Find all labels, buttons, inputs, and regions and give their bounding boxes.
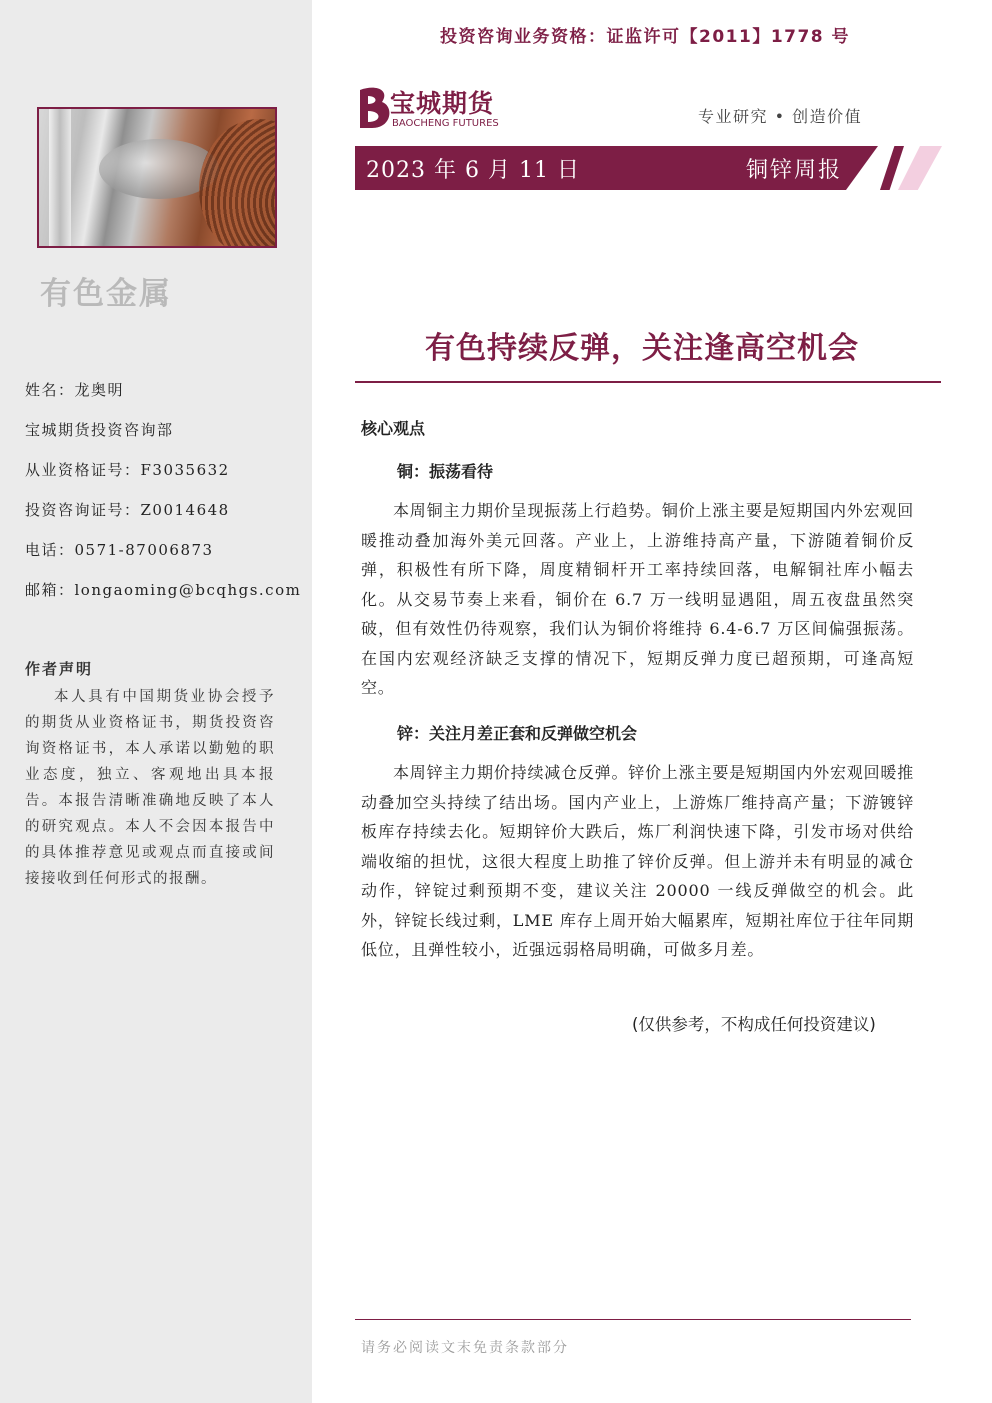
title-divider — [355, 381, 941, 383]
zinc-heading: 锌：关注月差正套和反弹做空机会 — [397, 724, 638, 743]
author-consulting-no: 投资咨询证号：Z0014648 — [25, 501, 230, 519]
license-text: 投资咨询业务资格：证监许可【2011】1778 号 — [440, 27, 851, 47]
banner-stripe — [880, 146, 904, 190]
section-heading: 核心观点 — [361, 419, 426, 438]
sector-label: 有色金属 — [40, 276, 172, 312]
report-date: 2023 年 6 月 11 日 — [366, 158, 580, 183]
disclaimer: (仅供参考，不构成任何投资建议) — [632, 1015, 876, 1034]
cover-photo — [37, 107, 277, 248]
author-qualification: 从业资格证号：F3035632 — [25, 461, 230, 479]
logo-chinese: 宝城期货 — [390, 89, 495, 118]
author-email[interactable]: 邮箱：longaoming@bcqhgs.com — [25, 581, 302, 599]
sidebar — [0, 0, 312, 1403]
declaration-body: 本人具有中国期货业协会授予的期货从业资格证书，期货投资咨询资格证书，本人承诺以勤勉的职业态度，独立、客观地出具本报告。本报告清晰准确地反映了本人的研究观点。本人不会因本报告中的具体推荐意见或观点而直接或间接接收到任何形式的报酬。 — [25, 689, 275, 887]
footer-divider — [355, 1319, 911, 1320]
copper-heading: 铜：振荡看待 — [397, 462, 494, 481]
author-department: 宝城期货投资咨询部 — [25, 421, 174, 439]
declaration-title: 作者声明 — [25, 660, 94, 678]
slogan: 专业研究 • 创造价值 — [698, 107, 863, 126]
zinc-paragraph: 本周锌主力期价持续减仓反弹。锌价上涨主要是短期国内外宏观回暖推动叠加空头持续了结出场。国内产业上，上游炼厂维持高产量；下游镀锌板库存持续去化。短期锌价大跌后，炼厂利润快速下降，引发市场对供给端收缩的担忧，这很大程度上助推了锌价反弹。但上游并未有明显的减仓动作，锌锭过剩预期不变，建议关注 20000 一线反弹做空的机会。此外，锌锭长线过剩，LME 库存上周开始大幅累库，短期社库位于往年同期低位，且弹性较小，近强远弱格局明确，可做多月差。 — [361, 763, 914, 959]
report-type: 铜锌周报 — [746, 158, 843, 183]
banner-stripe-light — [898, 146, 942, 190]
author-name: 姓名：龙奥明 — [25, 381, 125, 399]
author-phone: 电话：0571-87006873 — [25, 541, 214, 559]
footer-note: 请务必阅读文末免责条款部分 — [361, 1340, 569, 1356]
copper-paragraph: 本周铜主力期价呈现振荡上行趋势。铜价上涨主要是短期国内外宏观回暖推动叠加海外美元回落。产业上，上游维持高产量，下游随着铜价反弹，积极性有所下降，周度精铜杆开工率持续回落，电解铜社库小幅去化。从交易节奏上来看，铜价在 6.7 万一线明显遇阻，周五夜盘虽然突破，但有效性仍待观察，我们认为铜价将维持 6.4-6.7 万区间偏强振荡。在国内宏观经济缺乏支撑的情况下，短期反弹力度已超预期，可逢高短空。 — [361, 501, 914, 697]
page-title: 有色持续反弹，关注逢高空机会 — [425, 331, 859, 366]
logo-english: BAOCHENG FUTURES — [392, 118, 499, 129]
